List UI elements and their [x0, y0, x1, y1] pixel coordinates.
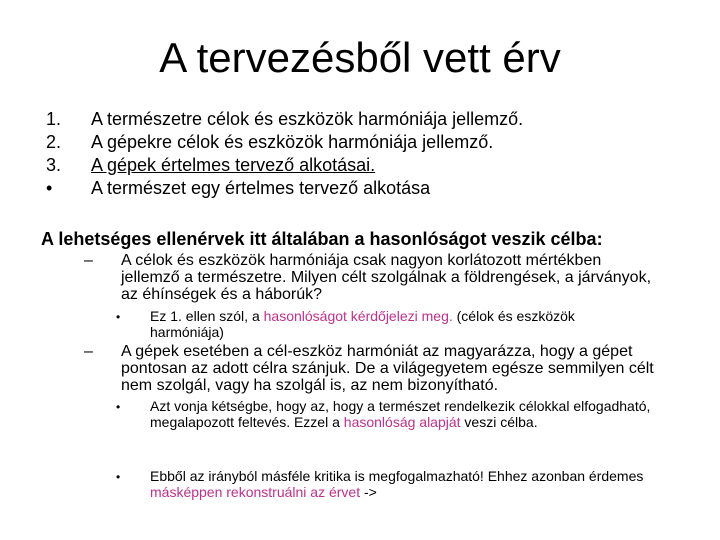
- dash-marker: –: [84, 343, 93, 360]
- list-text: A természet egy értelmes tervező alkotása: [91, 178, 431, 198]
- bullet-marker: •: [116, 400, 121, 414]
- objection-2-text: A gépek esetében a cél-eszköz harmóniát az magyarázza, hogy a gépet pontosan az adott célra szánjuk. De a világegyetem egésze semmilyen célt nem szolgál, vagy ha szolgál is, az nem bizonyítható.: [121, 343, 654, 394]
- note-text: (célok és eszközök harmóniája): [150, 308, 575, 340]
- list-text: A természetre célok és eszközök harmóniája jellemző.: [91, 109, 524, 129]
- list-number: 1.: [46, 109, 62, 129]
- list-text: A gépek értelmes tervező alkotásai.: [91, 155, 376, 175]
- objection-2-note-2: [150, 468, 670, 500]
- objection-2-note-1: [150, 398, 665, 430]
- note-text: Ebből az irányból másféle kritika is megfogalmazható! Ehhez azonban érdemes: [150, 468, 644, 484]
- highlight-text: hasonlóságot kérdőjelezi meg.: [263, 308, 453, 324]
- objection-1-text: A célok és eszközök harmóniája csak nagyon korlátozott mértékben jellemző a természetre. Milyen célt szolgálnak a földrengések, a járványok, az éhínségek és a háborúk?: [121, 252, 652, 303]
- bullet-marker: •: [116, 470, 121, 484]
- highlight-text: másképpen rekonstruálni az érvet: [150, 484, 361, 500]
- note-text: Ez 1. ellen szól, a: [150, 308, 264, 324]
- list-text: A gépekre célok és eszközök harmóniája jellemző.: [91, 132, 494, 152]
- bullet-marker: •: [116, 310, 121, 324]
- objections-heading: A lehetséges ellenérvek itt általában a hasonlóságot veszik célba:: [41, 229, 603, 249]
- objection-1-note: [150, 308, 650, 340]
- slide-title: A tervezésből vett érv: [159, 34, 561, 81]
- list-number: 2.: [46, 132, 62, 152]
- note-text: Azt vonja kétségbe, hogy az, hogy a természet rendelkezik célokkal elfogadható, megalapozott feltevés. Ezzel a: [150, 398, 651, 430]
- note-text: ->: [360, 484, 377, 500]
- highlight-text: hasonlóság alapját: [343, 414, 461, 430]
- list-bullet: •: [46, 178, 53, 198]
- list-number: 3.: [46, 155, 62, 175]
- note-text: veszi célba.: [460, 414, 538, 430]
- dash-marker: –: [84, 252, 93, 269]
